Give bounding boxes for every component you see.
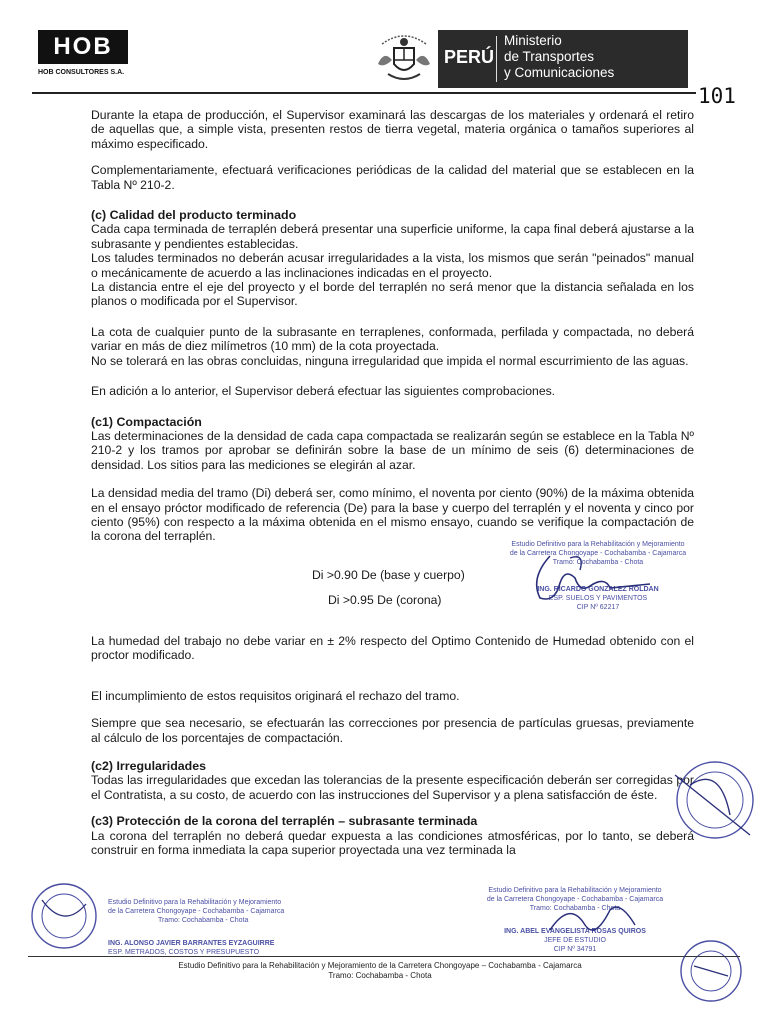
paragraph: En adición a lo anterior, el Supervisor deberá efectuar las siguientes comprobaciones. — [91, 384, 556, 399]
page-footer — [100, 961, 660, 981]
hob-logo-subtitle: HOB CONSULTORES S.A. — [38, 69, 125, 76]
stamp-line: Tramo: Cochabamba - Chota — [529, 905, 621, 912]
stamp-name: ING. ABEL EVANGELISTA ROSAS QUIROS — [504, 928, 646, 935]
round-seal-right-margin — [670, 755, 760, 845]
paragraph: La humedad del trabajo no debe variar en ± 2% respecto del Optimo Contenido de Humedad obtenido con el proctor modificado. — [91, 634, 694, 663]
stamp-line: Estudio Definitivo para la Rehabilitación y Mejoramiento — [511, 541, 685, 548]
stamp-line: de la Carretera Chongoyape - Cochabamba - Cajamarca — [509, 550, 687, 557]
stamp-line: de la Carretera Chongoyape - Cochabamba - Cajamarca — [486, 896, 664, 903]
stamp-name: ING. ALONSO JAVIER BARRANTES EYZAGUIRRE — [108, 940, 275, 947]
header-rule — [32, 92, 696, 94]
paragraph: Todas las irregularidades que excedan las tolerancias de la presente especificación deberán ser corregidas por el Contratista, a su costo, de acuerdo con las instrucciones del Supervisor y a plena satisfacción de éste. — [91, 773, 694, 802]
paragraph: Cada capa terminada de terraplén deberá presentar una superficie uniforme, la capa final deberá ajustarse a la subrasante y pendientes establecidas. — [91, 222, 694, 251]
stamp-line: Estudio Definitivo para la Rehabilitación y Mejoramiento — [488, 887, 662, 894]
stamp-line: Tramo: Cochabamba - Chota — [552, 559, 644, 566]
paragraph: Las determinaciones de la densidad de cada capa compactada se realizarán según se establece en la Tabla Nº 210-2 y los tramos por aprobar se definirán sobre la base de un mínimo de seis (6) determinaciones de densidad. Los sitios para las mediciones se elegirán al azar. — [91, 428, 694, 472]
stamp-name: ING. RICARDO GONZALEZ ROLDAN — [537, 586, 659, 593]
paragraph: La cota de cualquier punto de la subrasante en terraplenes, conformada, perfilada y compactada, no deberá variar en más de diez milímetros (10 mm) de la cota proyectada. — [91, 324, 694, 354]
hob-logo: HOB — [38, 30, 128, 64]
formula-base-cuerpo: Di >0.90 De (base y cuerpo) — [312, 568, 465, 582]
ministry-name — [504, 33, 614, 81]
banner-divider — [496, 36, 497, 82]
paragraph: Siempre que sea necesario, se efectuarán las correcciones por presencia de partículas gruesas, previamente al cálculo de los porcentajes de compactación. — [91, 716, 694, 745]
section-heading-c: (c) Calidad del producto terminado — [91, 208, 297, 223]
peru-coat-of-arms-icon — [374, 30, 434, 86]
country-label: PERÚ — [444, 47, 495, 67]
paragraph: El incumplimiento de estos requisitos originará el rechazo del tramo. — [91, 688, 460, 703]
section-heading-c3: (c3) Protección de la corona del terraplén – subrasante terminada — [91, 814, 478, 829]
stamp-title: JEFE DE ESTUDIO — [544, 937, 606, 944]
footer-rule — [28, 956, 740, 957]
paragraph: No se tolerará en las obras concluidas, ninguna irregularidad que impida el normal escurrimiento de las aguas. — [91, 353, 689, 368]
stamp-line: de la Carretera Chongoyape - Cochabamba - Cajamarca — [108, 908, 285, 915]
stamp-title: ESP. SUELOS Y PAVIMENTOS — [548, 595, 648, 602]
ministry-banner — [438, 30, 688, 88]
footer-line: Tramo: Cochabamba - Chota — [328, 971, 432, 980]
stamp-line: Tramo: Cochabamba - Chota — [158, 917, 249, 924]
paragraph: La corona del terraplén no deberá quedar expuesta a las condiciones atmosféricas, por lo tanto, se deberá construir en forma inmediata la capa superior proyectada una vez terminada la — [91, 828, 694, 858]
paragraph: La distancia entre el eje del proyecto y el borde del terraplén no será menor que la distancia señalada en los planos o modificada por el Supervisor. — [91, 280, 694, 309]
stamp-cip: CIP Nº 62217 — [576, 604, 620, 611]
paragraph: La densidad media del tramo (Di) deberá ser, como mínimo, el noventa por ciento (90%) de la máxima obtenida en el ensayo próctor modificado de referencia (De) para la base y cuerpo del terraplén y el noventa y cinco por ciento (95%) con respecto a la máxima obtenida en el mismo ensayo, cuando se verifique la compactación de la corona del terraplén. — [91, 486, 694, 544]
document-body — [91, 108, 694, 556]
section-heading-c2: (c2) Irregularidades — [91, 759, 207, 774]
handwritten-signature-right — [540, 895, 650, 945]
paragraph: Los taludes terminados no deberán acusar irregularidades a la vista, los mismos que serán "peinados" manual o mecánicamente de acuerdo a las inclinaciones indicadas en el proyecto. — [91, 251, 694, 280]
round-seal-bottom-right — [676, 936, 746, 1006]
ministry-line: y Comunicaciones — [504, 65, 615, 80]
handwritten-signature-mid — [510, 548, 660, 608]
paragraph: Durante la etapa de producción, el Supervisor examinará las descargas de los materiales y ordenará el retiro de aquellas que, a simple vista, presenten restos de tierra vegetal, materia orgánica o tamaños superiores al máximo especificado. — [91, 108, 694, 151]
formula-corona: Di >0.95 De (corona) — [328, 593, 442, 607]
page-number: 101 — [698, 84, 736, 108]
ministry-line: Ministerio — [504, 33, 562, 48]
paragraph: Complementariamente, efectuará verificaciones periódicas de la calidad del material que se establecen en la Tabla Nº 210-2. — [91, 163, 694, 192]
section-heading-c1: (c1) Compactación — [91, 414, 202, 429]
document-body-continued — [91, 634, 694, 869]
stamp-line: Estudio Definitivo para la Rehabilitación y Mejoramiento — [108, 899, 282, 906]
stamp-cip: CIP Nº 34791 — [553, 946, 597, 953]
footer-line: Estudio Definitivo para la Rehabilitación y Mejoramiento de la Carretera Chongoyape – Cochabamba - Cajamarca — [178, 961, 582, 970]
ministry-line: de Transportes — [504, 49, 595, 64]
stamp-title: ESP. METRADOS, COSTOS Y PRESUPUESTO — [108, 949, 260, 956]
engineer-stamp-costos — [108, 898, 348, 957]
round-seal-left — [28, 880, 100, 952]
